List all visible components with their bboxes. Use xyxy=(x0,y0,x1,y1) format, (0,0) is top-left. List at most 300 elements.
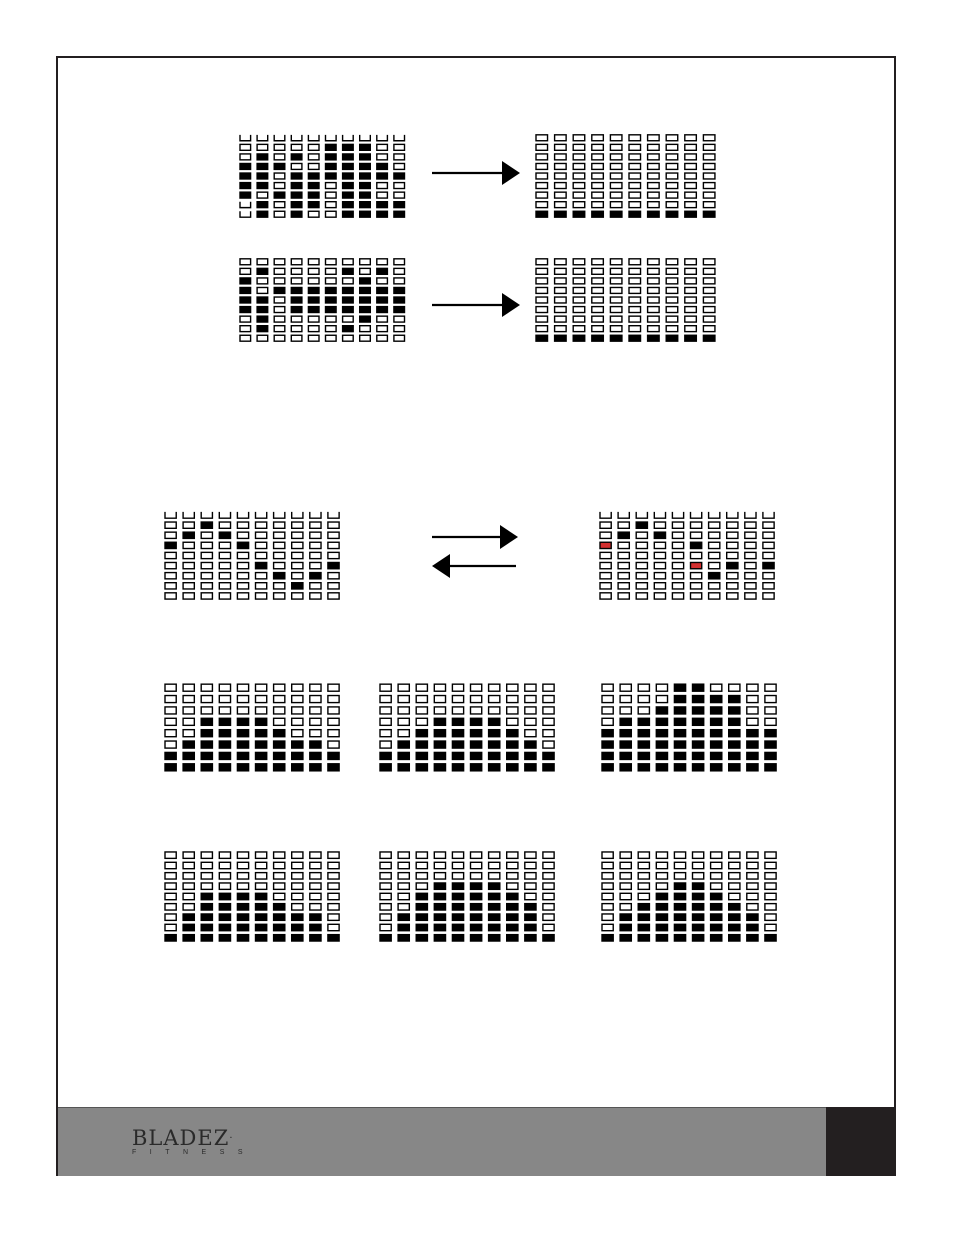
led-cell xyxy=(328,522,339,528)
led-cell-lit xyxy=(256,752,267,759)
led-cell xyxy=(219,873,230,879)
led-cell xyxy=(765,696,776,703)
led-cell xyxy=(489,852,500,858)
led-cell xyxy=(183,873,194,879)
led-cell-lit xyxy=(638,904,649,910)
led-cell-lit xyxy=(666,335,678,341)
led-cell xyxy=(703,307,715,313)
led-cell xyxy=(573,173,585,179)
led-cell xyxy=(654,573,665,579)
led-cell xyxy=(685,135,697,141)
led-cell-lit xyxy=(656,914,667,920)
led-cell xyxy=(620,707,631,714)
led-cell-lit xyxy=(183,741,194,748)
led-cell-lit xyxy=(525,752,536,759)
led-cell-lit xyxy=(219,924,230,930)
led-cell xyxy=(543,718,554,725)
led-cell xyxy=(525,684,536,691)
led-cell xyxy=(536,183,548,189)
led-cell xyxy=(765,852,776,858)
led-cell xyxy=(398,862,409,868)
led-cell xyxy=(310,562,321,568)
led-cell-lit xyxy=(257,202,268,208)
led-cell xyxy=(328,593,339,599)
led-cell xyxy=(452,707,463,714)
led-cell xyxy=(691,573,702,579)
led-cell xyxy=(709,562,720,568)
led-cell-lit xyxy=(489,718,500,725)
led-cell-lit xyxy=(507,924,518,930)
led-cell xyxy=(291,316,302,322)
led-cell-lit xyxy=(219,532,230,538)
led-cell xyxy=(610,163,622,169)
led-cell xyxy=(600,532,611,538)
led-cell xyxy=(629,144,641,150)
led-cell xyxy=(610,307,622,313)
led-cell-lit xyxy=(507,741,518,748)
led-cell-lit xyxy=(237,764,248,771)
led-cell xyxy=(201,573,212,579)
page-tab xyxy=(826,1107,895,1175)
led-cell xyxy=(394,278,405,284)
led-cell xyxy=(394,316,405,322)
led-cell xyxy=(674,862,685,868)
led-cell xyxy=(536,326,548,332)
led-cell-lit xyxy=(656,730,667,737)
led-cell xyxy=(703,144,715,150)
led-cell-open xyxy=(240,202,251,208)
led-cell-lit xyxy=(452,730,463,737)
led-cell xyxy=(729,893,740,899)
led-cell-lit xyxy=(602,741,613,748)
led-cell xyxy=(648,154,660,160)
led-cell xyxy=(573,144,585,150)
led-cell-lit xyxy=(308,287,319,293)
led-cell xyxy=(291,278,302,284)
led-cell-lit xyxy=(489,764,500,771)
led-cell xyxy=(592,144,604,150)
led-cell-lit xyxy=(638,718,649,725)
led-cell-lit xyxy=(292,741,303,748)
led-cell xyxy=(592,307,604,313)
led-cell xyxy=(703,316,715,322)
led-cell-lit xyxy=(471,893,482,899)
led-cell-lit xyxy=(629,211,641,217)
led-cell xyxy=(693,873,704,879)
led-cell-lit xyxy=(765,752,776,759)
led-cell xyxy=(543,873,554,879)
led-cell xyxy=(507,883,518,889)
led-matrix-profile-2 xyxy=(378,680,563,775)
led-cell xyxy=(326,326,337,332)
led-cell-lit xyxy=(620,741,631,748)
led-cell xyxy=(709,532,720,538)
led-cell xyxy=(380,852,391,858)
led-cell xyxy=(555,202,567,208)
led-cell xyxy=(380,904,391,910)
led-cell xyxy=(416,718,427,725)
led-cell-lit xyxy=(292,935,303,941)
led-cell-lit xyxy=(507,914,518,920)
led-cell-lit xyxy=(489,741,500,748)
led-cell xyxy=(183,696,194,703)
led-cell xyxy=(274,552,285,558)
led-cell xyxy=(763,593,774,599)
led-cell-lit xyxy=(693,684,704,691)
led-cell xyxy=(292,873,303,879)
led-cell-lit xyxy=(256,562,267,568)
led-cell xyxy=(543,852,554,858)
led-cell-lit xyxy=(292,583,303,589)
led-cell xyxy=(183,583,194,589)
led-cell xyxy=(165,573,176,579)
led-cell xyxy=(685,259,697,265)
led-cell-lit xyxy=(237,935,248,941)
led-cell xyxy=(629,154,641,160)
led-matrix-random-2 xyxy=(238,255,413,345)
led-cell-lit xyxy=(602,764,613,771)
led-cell xyxy=(308,335,319,341)
led-cell xyxy=(656,852,667,858)
led-cell-lit xyxy=(256,718,267,725)
led-cell-lit xyxy=(471,935,482,941)
led-cell-lit xyxy=(360,202,371,208)
led-cell-lit xyxy=(434,883,445,889)
led-cell-lit xyxy=(620,730,631,737)
led-cell xyxy=(256,707,267,714)
led-cell xyxy=(765,718,776,725)
led-cell xyxy=(183,552,194,558)
led-cell-lit xyxy=(573,211,585,217)
led-cell xyxy=(763,583,774,589)
led-cell-lit xyxy=(693,935,704,941)
led-cell xyxy=(310,707,321,714)
led-cell xyxy=(745,552,756,558)
led-cell xyxy=(573,259,585,265)
led-cell-lit xyxy=(377,163,388,169)
led-cell-lit xyxy=(507,893,518,899)
led-cell-lit xyxy=(416,904,427,910)
led-cell xyxy=(618,562,629,568)
led-cell xyxy=(600,593,611,599)
led-cell xyxy=(256,696,267,703)
led-cell xyxy=(543,684,554,691)
led-cell xyxy=(691,522,702,528)
led-cell-lit xyxy=(656,741,667,748)
led-cell xyxy=(201,562,212,568)
led-cell-lit xyxy=(674,893,685,899)
led-cell-lit xyxy=(434,764,445,771)
led-cell xyxy=(638,852,649,858)
led-cell xyxy=(183,522,194,528)
led-cell xyxy=(703,192,715,198)
led-cell-lit xyxy=(165,752,176,759)
led-cell-lit xyxy=(489,904,500,910)
led-cell xyxy=(629,287,641,293)
led-cell xyxy=(291,144,302,150)
led-cell xyxy=(240,335,251,341)
led-cell xyxy=(471,852,482,858)
led-cell xyxy=(592,163,604,169)
led-cell xyxy=(394,326,405,332)
led-cell xyxy=(183,542,194,548)
led-cell-lit xyxy=(240,192,251,198)
led-cell-lit xyxy=(618,532,629,538)
led-cell-lit xyxy=(648,335,660,341)
led-cell-lit xyxy=(292,752,303,759)
led-cell-lit xyxy=(240,163,251,169)
led-cell-lit xyxy=(394,211,405,217)
led-cell xyxy=(592,192,604,198)
led-cell xyxy=(326,316,337,322)
led-cell-lit xyxy=(274,904,285,910)
led-cell xyxy=(471,873,482,879)
led-cell xyxy=(394,183,405,189)
led-cell xyxy=(360,259,371,265)
led-cell xyxy=(183,593,194,599)
led-cell xyxy=(274,202,285,208)
led-cell-open xyxy=(727,512,738,518)
led-matrix-bottom-row-2 xyxy=(534,255,724,345)
led-cell-lit xyxy=(257,307,268,313)
led-cell-open xyxy=(394,135,405,141)
led-cell xyxy=(573,163,585,169)
led-cell xyxy=(636,562,647,568)
led-cell-lit xyxy=(201,914,212,920)
led-cell xyxy=(525,852,536,858)
led-cell xyxy=(666,316,678,322)
led-cell-lit xyxy=(602,752,613,759)
led-cell-lit xyxy=(394,287,405,293)
led-cell xyxy=(747,904,758,910)
led-cell-open xyxy=(257,135,268,141)
led-cell xyxy=(602,924,613,930)
led-cell-lit xyxy=(394,173,405,179)
led-cell xyxy=(274,268,285,274)
led-cell xyxy=(326,259,337,265)
led-cell-lit xyxy=(452,718,463,725)
led-cell xyxy=(618,593,629,599)
led-cell xyxy=(201,552,212,558)
led-cell xyxy=(274,862,285,868)
led-cell xyxy=(343,335,354,341)
led-cell-lit xyxy=(656,752,667,759)
led-cell xyxy=(709,542,720,548)
led-cell-lit xyxy=(729,718,740,725)
led-cell xyxy=(648,173,660,179)
led-cell-lit xyxy=(434,752,445,759)
led-cell xyxy=(703,326,715,332)
led-cell xyxy=(763,532,774,538)
led-cell xyxy=(308,154,319,160)
led-cell-lit xyxy=(201,893,212,899)
led-cell xyxy=(573,297,585,303)
led-cell xyxy=(274,307,285,313)
led-cell xyxy=(672,583,683,589)
led-cell xyxy=(711,873,722,879)
led-cell xyxy=(310,873,321,879)
led-cell-lit xyxy=(656,764,667,771)
led-cell xyxy=(555,192,567,198)
led-cell xyxy=(291,163,302,169)
led-cell-lit xyxy=(471,741,482,748)
led-cell xyxy=(219,552,230,558)
led-cell xyxy=(489,696,500,703)
led-cell-lit xyxy=(256,741,267,748)
led-cell xyxy=(765,862,776,868)
led-cell xyxy=(703,268,715,274)
led-cell xyxy=(308,259,319,265)
led-matrix-scan-right xyxy=(598,508,783,603)
led-cell xyxy=(727,552,738,558)
led-cell xyxy=(274,593,285,599)
led-cell xyxy=(326,211,337,217)
led-cell xyxy=(257,335,268,341)
led-cell xyxy=(328,852,339,858)
led-cell xyxy=(377,316,388,322)
led-cell xyxy=(256,542,267,548)
led-matrix-scan-left xyxy=(163,508,348,603)
led-cell-lit xyxy=(543,752,554,759)
led-cell-open xyxy=(240,211,251,217)
led-cell-lit xyxy=(674,707,685,714)
led-cell-lit xyxy=(274,573,285,579)
led-cell xyxy=(638,883,649,889)
led-cell xyxy=(326,192,337,198)
led-cell xyxy=(709,593,720,599)
led-cell xyxy=(685,173,697,179)
led-cell-lit xyxy=(377,287,388,293)
led-cell-lit xyxy=(638,764,649,771)
led-cell-lit xyxy=(765,764,776,771)
led-cell xyxy=(536,163,548,169)
led-cell xyxy=(377,192,388,198)
led-cell xyxy=(380,684,391,691)
led-cell xyxy=(629,192,641,198)
led-cell xyxy=(536,287,548,293)
led-cell-lit xyxy=(380,752,391,759)
led-cell-lit xyxy=(638,752,649,759)
led-cell-lit xyxy=(691,542,702,548)
led-cell-lit xyxy=(219,904,230,910)
led-matrix-random-1 xyxy=(238,131,413,221)
led-cell xyxy=(629,316,641,322)
led-cell-lit xyxy=(434,935,445,941)
led-cell-lit xyxy=(656,893,667,899)
led-cell-lit xyxy=(360,287,371,293)
led-cell-lit xyxy=(592,211,604,217)
led-cell xyxy=(310,852,321,858)
led-cell xyxy=(471,707,482,714)
led-cell xyxy=(745,573,756,579)
led-cell xyxy=(536,278,548,284)
led-cell-lit xyxy=(471,924,482,930)
led-cell-lit xyxy=(452,904,463,910)
led-cell xyxy=(471,862,482,868)
led-cell xyxy=(328,873,339,879)
led-cell-lit xyxy=(165,542,176,548)
led-cell xyxy=(654,583,665,589)
led-cell xyxy=(471,684,482,691)
led-cell-lit xyxy=(656,718,667,725)
led-cell-lit xyxy=(711,696,722,703)
led-cell xyxy=(201,852,212,858)
led-cell-open xyxy=(654,512,665,518)
led-cell-lit xyxy=(674,730,685,737)
led-cell-lit xyxy=(729,904,740,910)
led-cell xyxy=(310,862,321,868)
led-cell-lit xyxy=(343,163,354,169)
led-cell xyxy=(308,316,319,322)
led-cell xyxy=(292,532,303,538)
led-cell xyxy=(656,696,667,703)
led-cell xyxy=(656,883,667,889)
led-cell xyxy=(274,583,285,589)
led-cell xyxy=(711,852,722,858)
led-cell xyxy=(274,696,285,703)
led-cell xyxy=(745,532,756,538)
led-cell-lit xyxy=(183,935,194,941)
led-cell-lit xyxy=(674,764,685,771)
led-cell-lit xyxy=(610,335,622,341)
led-cell xyxy=(636,573,647,579)
led-cell xyxy=(394,144,405,150)
led-cell xyxy=(256,573,267,579)
led-cell xyxy=(648,192,660,198)
led-cell xyxy=(636,593,647,599)
led-cell xyxy=(398,707,409,714)
led-cell xyxy=(666,163,678,169)
led-cell-lit xyxy=(291,183,302,189)
led-cell xyxy=(398,696,409,703)
led-matrix-profile-3 xyxy=(600,680,785,775)
led-cell xyxy=(745,583,756,589)
led-cell-lit xyxy=(165,935,176,941)
led-cell-lit xyxy=(328,935,339,941)
led-cell-lit xyxy=(729,924,740,930)
led-cell-lit xyxy=(326,154,337,160)
led-cell-lit xyxy=(416,741,427,748)
led-cell-lit xyxy=(693,914,704,920)
led-cell xyxy=(328,552,339,558)
led-cell xyxy=(602,707,613,714)
led-cell xyxy=(237,707,248,714)
led-cell-lit xyxy=(240,173,251,179)
led-cell xyxy=(666,326,678,332)
led-cell xyxy=(703,135,715,141)
led-cell-lit xyxy=(183,764,194,771)
led-cell xyxy=(291,268,302,274)
led-cell xyxy=(398,883,409,889)
led-cell xyxy=(274,326,285,332)
arrow-right-icon xyxy=(430,290,522,320)
led-cell xyxy=(434,684,445,691)
led-cell-lit xyxy=(729,730,740,737)
led-cell xyxy=(343,259,354,265)
led-cell xyxy=(729,873,740,879)
led-cell-open xyxy=(292,512,303,518)
led-cell-lit xyxy=(257,297,268,303)
led-cell-lit xyxy=(377,211,388,217)
led-cell-lit xyxy=(765,935,776,941)
led-cell xyxy=(573,202,585,208)
led-cell xyxy=(328,893,339,899)
led-cell xyxy=(274,335,285,341)
led-cell xyxy=(165,893,176,899)
led-cell xyxy=(600,583,611,589)
led-cell xyxy=(310,730,321,737)
led-cell xyxy=(543,862,554,868)
